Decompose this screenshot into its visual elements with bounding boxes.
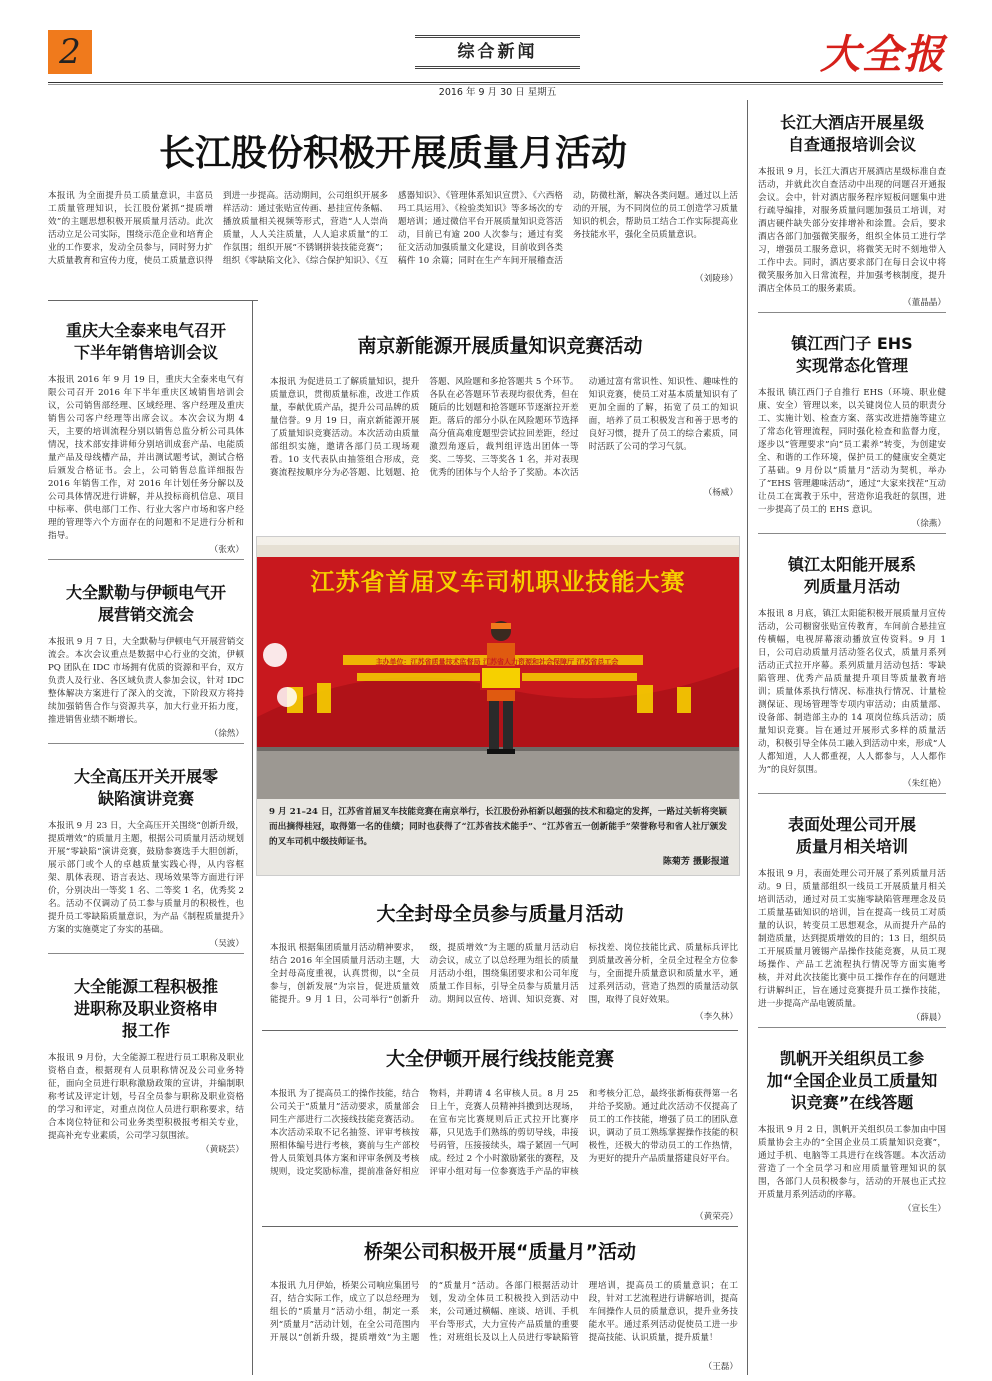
article-title: 重庆大全泰来电气召开下半年销售培训会议 bbox=[65, 321, 226, 362]
article-right-5 bbox=[758, 1048, 946, 1214]
lead-headline: 长江股份积极开展质量月活动 bbox=[158, 133, 627, 174]
article-left-4 bbox=[48, 976, 244, 1155]
page-number: 2 bbox=[59, 32, 81, 72]
article-author: （宣长生） bbox=[903, 1204, 946, 1214]
article-author: （董晶晶） bbox=[903, 298, 946, 308]
article-center-2-body: 本报讯 根据集团质量月活动精神要求，结合 2016 年全国质量月活动主题，大全封母高度重视，认真贯彻，以“全员参与，创新发展”为宗旨，促进质量效能提升。9 月 1 日，公司举行“创新升级，提质增效”为主题的质量月活动启动会议，成立了以总经理为组长的质量月活动小组，围绕集团要求和公司年度质量工作目标，引导全员参与质量月活动。期间以宣传、培训、知识竞赛、对标找差、岗位技能比武、质量标兵评比到质量改善分析，全员全过程全方位参与，全面提升质量意识和质量水平，通过系列活动，营造了热烈的质量活动氛围，取得了良好效果。 bbox=[270, 943, 738, 1005]
article-right-2 bbox=[758, 333, 946, 529]
contest-photo bbox=[256, 536, 740, 876]
article-author: （薛晨） bbox=[911, 1013, 946, 1023]
article-center-1-author: （杨威） bbox=[703, 488, 738, 498]
article-left-1 bbox=[48, 320, 244, 555]
article-right-4 bbox=[758, 814, 946, 1023]
article-right-3 bbox=[758, 554, 946, 789]
article-title: 大全能源工程积极推进职称及职业资格申报工作 bbox=[73, 977, 218, 1040]
lead-body: 本报讯 为全面提升员工质量意识，丰富员工质量管理知识，长江股份紧抓“提质增效”的主题思想积极开展质量月活动。此次活动立足公司实际，围绕示范企业和培育企业的工作要求，发动全员参与，同时努力扩大质量教育和宣传力度，使员工质量意识得到进一步提高。活动期间，公司组织开展多样活动：通过张贴宣传画、悬挂宣传条幅、播放质量相关视频等形式，营造“人人崇尚质量，人人关注质量，人人追求质量”的工作氛围；组织开展“不锈钢拼装技能竞赛”；组织《零缺陷文化》、《综合保护知识》、《互感器知识》、《管理体系知识宣贯》、《六西格玛工具运用》、《检验类知识》等多场次的专题培训；通过微信平台开展质量知识竞答活动，目前已有逾 200 人次参与；通过有奖征文活动加强质量文化建设，目前收到各类稿件 10 余篇；同时在生产车间开展稽查活动，防微杜渐，解决各类问题。通过以上活动的开展，为不同岗位的员工创造学习质量知识的机会，帮助员工结合工作实际提高业务技能水平，强化全员质量意识。 bbox=[48, 191, 738, 266]
photo-banner: 江苏省首届叉车司机职业技能大赛 bbox=[310, 568, 686, 596]
article-center-4-title: 桥架公司积极开展“质量月”活动 bbox=[364, 1241, 636, 1263]
article-body: 本报讯 9 月份，大全能源工程进行员工职称及职业资格自查，根据现有人员职称情况及公司业务特征，面向全员进行职称激励政策的宣讲，并编制职称考试及评定计划，号召全员参与职称及职业资格的学习和评定，对重点岗位人员进行职称要求，结合本岗位特征和公司业务类型积极报考相关专业，提高补充专业素质，公司学习氛围浓。 bbox=[48, 1053, 244, 1141]
section-name: 综合新闻 bbox=[457, 42, 538, 62]
article-title: 凯帆开关组织员工参加“全国企业员工质量知识竞赛”在线答题 bbox=[766, 1049, 938, 1112]
article-body: 本报讯 8 月底，镇江太阳能积极开展质量月宣传活动，公司橱窗张贴宣传教育，车间前合悬挂宣传横幅，电视屏幕滚动播放宣传资料。9 月 1 日，公司启动质量月活动签名仪式，质量月系列活动正式拉开序幕。系列质量月活动包括：零缺陷管理、优秀产品质量提升项目等质量教育培训；质量体系执行情况、标准执行情况、计量检测保证、现场管理等专项内审活动；由质量部、设备部、制造部主办的 14 项岗位练兵活动；质量知识竞赛。旨在通过开展形式多样的质量活动，积极引导全体员工融入到活动中来，形成“人人都知道，人人都重视，人人都参与，人人都作为”的良好氛围。 bbox=[758, 609, 946, 775]
article-center-3-author: （黄荣亮） bbox=[695, 1212, 738, 1222]
article-left-2 bbox=[48, 582, 244, 739]
article-author: （吴波） bbox=[209, 939, 244, 949]
article-title: 大全高压开关开展零缺陷演讲竞赛 bbox=[73, 767, 218, 808]
article-center-4-author: （王磊） bbox=[703, 1362, 738, 1372]
article-title: 大全默勒与伊顿电气开展营销交流会 bbox=[65, 583, 226, 624]
right-column bbox=[758, 112, 946, 1214]
lead-author: （刘陵珍） bbox=[695, 274, 738, 284]
article-body: 本报讯 9 月 23 日，大全高压开关围绕“创新升级，提质增效”的质量月主题，根据公司质量月活动规划开展“零缺陷”演讲竞赛，鼓励参赛选手大胆创新，展示部门或个人的卓越质量实践心得，从内容框架、肌体表现、语言表达、现场效果等方面进行评价，分别决出一等奖 1 名、二等奖 1 名，优秀奖 2 名。活动不仅调动了员工参与质量月的积极性，也提升员工零缺陷质量意识，为产品《制程质量提升》方案的实施奠定了夯实的基础。 bbox=[48, 821, 244, 935]
article-right-1 bbox=[758, 112, 946, 308]
article-center-3-title: 大全伊顿开展行线技能竞赛 bbox=[385, 1048, 614, 1070]
article-title: 长江大酒店开展星级自查通报培训会议 bbox=[779, 113, 924, 154]
photo-organizers: 主办单位：江苏省质量技术监督局 江苏省人力资源和社会保障厅 江苏省总工会 bbox=[375, 658, 619, 666]
article-body: 本报讯 2016 年 9 月 19 日，重庆大全泰来电气有限公司召开 2016 年下半年重庆区域销售培训会议，公司销售部经理、区域经理、客户经理及重庆销售公司客户经理等出席会议。本次会议为期 4 天，主要的培训流程分别以销售总监分析公司具体情况，技术部安排讲师分别培训成套产品、电能质量产品及母线槽产品，并出测试题考试，测试合格后颁发合格证书。会上，公司销售总监详细报告 2016 年销售工作，对 2016 年计划任务分解以及公司具体情况进行讲解，并从投标商机信息、项目中标率、供电部门工作、行业大客户市场和客户经理的管理等六个方面存在的问题和不足进行分析和指导。 bbox=[48, 375, 244, 541]
article-center-2-author: （李久林） bbox=[695, 1012, 738, 1022]
article-center-2-title: 大全封母全员参与质量月活动 bbox=[376, 903, 624, 925]
article-author: （徐然） bbox=[209, 729, 244, 739]
article-body: 本报讯 9 月 2 日，凯帆开关组织员工参加由中国质量协会主办的“全国企业员工质量知识竞赛”，通过手机、电脑等工具进行在线答题。本次活动营造了一个全员学习和应用质量管理知识的氛围，各部门人员积极参与，活动的开展也正式拉开质量月系列活动的序幕。 bbox=[758, 1125, 946, 1200]
article-center-3-body: 本报讯 为了提高员工的操作技能，结合公司关于“质量月”活动要求，质量部会同生产部进行二次接线技能竞赛活动。本次活动采取不记名抽签、评审考核按照相体编号进行考核，赛前与生产部校骨人员策划具体方案和评审条例及考核规则，设定奖励标准，提前准备好相应物料，并聘请 4 名审核人员。8 月 25 日上午，竞赛人员精神抖擞到达现场，在宣布完比赛规则后正式拉开比赛序幕，只见选手们熟练的剪切导线，串接号码管，压接接续头，端子紧固一气呵成。经过 2 个小时激励紧张的赛程，及评审小组对每一位参赛选手产品的审核和考核分汇总，最终张新梅获得第一名并给予奖励。通过此次活动不仅提高了员工的工作技能，增强了员工的团队意识，调动了员工熟练掌握操作技能的积极性，还极大的带动员工的工作热情，为更好的提升产品质量搭建良好平台。 bbox=[270, 1089, 738, 1177]
article-center-1-title: 南京新能源开展质量知识竞赛活动 bbox=[357, 335, 643, 357]
article-title: 表面处理公司开展质量月相关培训 bbox=[787, 815, 916, 856]
article-author: （朱红艳） bbox=[903, 779, 946, 789]
issue-date: 2016 年 9 月 30 日 星期五 bbox=[438, 87, 557, 98]
newspaper-logo: 大全报 bbox=[820, 32, 946, 78]
photo-caption: 9 月 21–24 日，江苏省首届叉车技能竞赛在南京举行，长江股份孙栢新以超强的技术和稳定的发挥，一路过关斩将突颖而出摘得桂冠，取得第一名的佳绩；同时也获得了“江苏省技术能手”、“江苏省五一创新能手”荣誉称号和省人社厅颁发的叉车司机中级技师证书。 bbox=[269, 807, 727, 847]
article-body: 本报讯 9 月 7 日，大全默勒与伊顿电气开展营销交流会。本次会议重点是数据中心行业的交流，伊顿 PQ 团队在 IDC 市场拥有优质的资源和平台，双方负责人及行业、各区域负责人参加会议，针对 IDC 整体解决方案进行了深入的交流，下阶段双方将持续加强销售合作与资源共享，加大行业开拓力度，推进销售业绩不断增长。 bbox=[48, 637, 244, 725]
article-left-3 bbox=[48, 766, 244, 949]
article-body: 本报讯 9 月，表面处理公司开展了系列质量月活动。9 日，质量部组织一线员工开展质量月相关培训活动，通过对员工实施零缺陷管理理念及员工质量基础知识的培训，旨在提高一线员工对质量的认识，转变员工思想观念，从而提升产品的制造质量，达到提质增效的目的；13 日，组织员工开展质量月镀锡产品操作技能竞赛，从员工现场操作、产品工艺流程执行情况等方面实施考核，并对此次技能比赛中员工操作存在的问题进行讲解纠正，旨在通过竞赛提升员工操作技能，进一步提高产品电镀质量。 bbox=[758, 869, 946, 1009]
article-author: （张欢） bbox=[209, 545, 244, 555]
left-column bbox=[48, 300, 244, 1155]
article-body: 本报讯 9 月，长江大酒店开展酒店星级标准自查活动，并就此次自查活动中出现的问题召开通报会议。会中，针对酒店服务程序短板问题集中进行疏导编排，对服务质量问题加强员工培训，对酒店硬件缺失部分安排增补和涂置。会后，要求酒店各部门加强微笑服务，组织全体员工进行学习，增强员工服务意识，将微笑无时不刻地带入工作中去。同时，酒店要求部门在每日会议中将微笑服务加入日常流程，并加强考核制度，提升酒店全体员工的服务素质。 bbox=[758, 167, 946, 294]
article-title: 镇江太阳能开展系列质量月活动 bbox=[787, 555, 916, 596]
article-center-4-body: 本报讯 九月伊始，桥架公司响应集团号召，结合实际工作，成立了以总经理为组长的“质量月”活动小组，制定一系列“质量月”活动计划，在全公司范围内开展以“创新升级，提质增效”为主题的“质量月”活动。各部门根据活动计划，发动全体员工积极投入到活动中来，公司通过横幅、座谈、培训、手机平台等形式，大力宣传产品质量的重要性；对班组长及以上人员进行零缺陷管理培训，提高员工的质量意识；在工段，针对工艺流程进行讲解培训，提高车间操作人员的质量意识，提升业务技能水平。通过系列活动促使员工进一步提高技能、认识质量，提升质量！ bbox=[270, 1281, 738, 1343]
article-author: （徐燕） bbox=[911, 519, 946, 529]
article-author: （黄晓芸） bbox=[201, 1145, 244, 1155]
photo-credit: 陈菊芳 摄影报道 bbox=[662, 857, 729, 867]
article-title: 镇江西门子 EHS实现常态化管理 bbox=[791, 334, 913, 375]
article-body: 本报讯 镇江西门子自推行 EHS（环境、职业健康、安全）管理以来，以关键岗位人员的职责分工、实施计划、检查方案、落实改进措施等建立了常态化管理流程，同时强化检查和监督力度，逐步以“管理要求”向“员工素养”转变，为创建安全、和谐的工作环境，保护员工的健康安全奠定了基础。9 月份以“质量月”活动为契机，举办了“EHS 管理趣味活动”，通过“大家来找茬”互动让员工在寓教于乐中，营造你追我赶的氛围，进一步提高了员工的 EHS 意识。 bbox=[758, 388, 946, 515]
article-center-1-body: 本报讯 为促进员工了解质量知识，提升质量意识，贯彻质量标准，改进工作质量，奉献优质产品，提升公司品牌的质量信誉。9 月 19 日，南京新能源开展了质量知识竞赛活动。本次活动由质量部组织实施，邀请各部门员工现场观看。10 支代表队由抽签组合形成，竞赛流程按顺序分为必答题、比划题、抢答题、风险题和多抢答题共 5 个环节。各队在必答题环节表现均很优秀，但在随后的比划题和抢答题环节逐渐拉开差距。落后的部分小队在风险题环节选择高分值高难度题型尝试拉回差距，经过激烈角逐后，裁判组评选出团体一等奖、二等奖、三等奖各 1 名，并对表现优秀的团体与个人给予了奖励。本次活动通过富有常识性、知识性、趣味性的知识竞赛，使员工对基本质量知识有了更加全面的了解，拓宽了员工的知识面，培养了员工积极发言和善于思考的良好习惯，提升了员工的综合素质，同时活跃了公司的学习气氛。 bbox=[270, 377, 738, 478]
